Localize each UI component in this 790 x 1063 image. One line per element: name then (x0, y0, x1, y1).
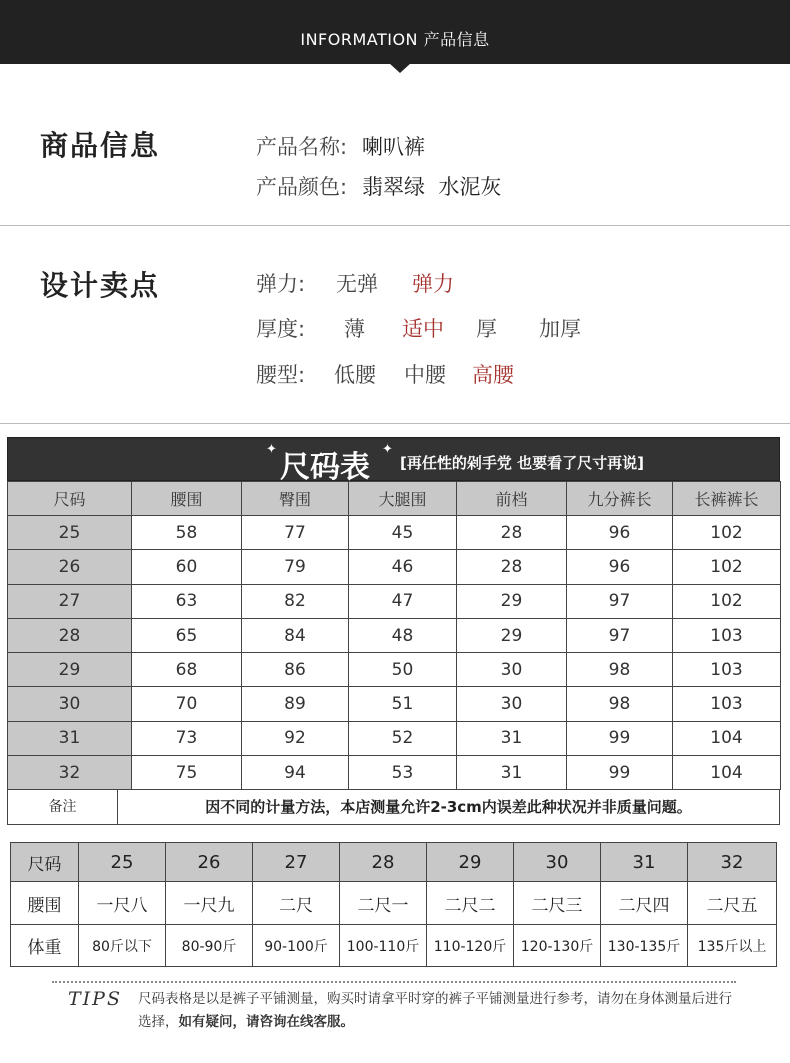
weight-table-cell: 27 (253, 843, 340, 882)
weight-table-cell: 80-90斤 (166, 925, 253, 967)
size-table-row (8, 653, 781, 687)
size-table-cell: 96 (567, 516, 673, 550)
size-table-cell: 104 (673, 756, 781, 790)
thickness-option-selected: 适中 (402, 317, 444, 341)
weight-table-cell: 二尺四 (601, 882, 688, 925)
weight-table-cell: 一尺八 (79, 882, 166, 925)
size-table-cell: 94 (242, 756, 349, 790)
weight-table-row (11, 925, 777, 967)
size-table-cell: 73 (132, 721, 242, 755)
note-text: 因不同的计量方法，本店测量允许2-3cm内误差此种状况并非质量问题。 (205, 798, 692, 817)
size-table-header-cell: 腰围 (132, 482, 242, 516)
weight-table-cell: 31 (601, 843, 688, 882)
size-table-cell: 65 (132, 618, 242, 652)
size-table-size-cell: 31 (8, 721, 132, 755)
sparkle-right-icon: ✦ (382, 442, 393, 457)
size-table-cell: 99 (567, 721, 673, 755)
size-chart-title: 尺码表 (280, 450, 370, 485)
thickness-option: 厚 (476, 317, 497, 341)
size-table-cell: 28 (457, 550, 567, 584)
weight-table-cell: 120-130斤 (514, 925, 601, 967)
elasticity-label: 弹力: (256, 272, 306, 296)
size-chart-header (7, 437, 780, 485)
weight-table-cell: 一尺九 (166, 882, 253, 925)
size-table-cell: 51 (349, 687, 457, 721)
banner-title: INFORMATION 产品信息 (300, 30, 490, 49)
size-chart-subtitle: [再任性的剁手党 也要看了尺寸再说] (400, 454, 644, 472)
tips-text-main: 尺码表格是以是裤子平铺测量，购买时请拿平时穿的裤子平铺测量进行参考，请勿在身体测量后进行选择， (138, 991, 732, 1030)
size-table-cell: 52 (349, 721, 457, 755)
weight-table-cell: 二尺二 (427, 882, 514, 925)
size-table-row (8, 756, 781, 790)
size-table-cell: 102 (673, 516, 781, 550)
size-table-size-cell: 32 (8, 756, 132, 790)
waist-label: 腰型: (256, 363, 306, 387)
tips-text-bold: 如有疑问，请咨询在线客服。 (178, 1014, 354, 1030)
size-table-cell: 98 (567, 653, 673, 687)
product-name-label: 产品名称: (256, 135, 348, 159)
size-table-size-cell: 30 (8, 687, 132, 721)
weight-table-cell: 25 (79, 843, 166, 882)
size-table (7, 481, 781, 790)
size-table-header-row (8, 482, 781, 516)
weight-table-cell: 二尺五 (688, 882, 777, 925)
weight-table-label-cell: 腰围 (11, 882, 79, 925)
divider (0, 225, 790, 226)
size-table-cell: 104 (673, 721, 781, 755)
size-table-cell: 30 (457, 653, 567, 687)
weight-table-label-cell: 体重 (11, 925, 79, 967)
size-table-cell: 68 (132, 653, 242, 687)
size-table-cell: 31 (457, 756, 567, 790)
tips-text (138, 988, 738, 1034)
weight-table-cell: 90-100斤 (253, 925, 340, 967)
waist-option-selected: 高腰 (472, 363, 514, 387)
size-table-cell: 102 (673, 550, 781, 584)
thickness-label: 厚度: (256, 317, 306, 341)
product-info-title: 商品信息 (40, 129, 161, 162)
weight-table-cell: 130-135斤 (601, 925, 688, 967)
elasticity-option: 无弹 (336, 272, 378, 296)
size-table-cell: 98 (567, 687, 673, 721)
size-table-cell: 77 (242, 516, 349, 550)
size-table-header-cell: 长裤裤长 (673, 482, 781, 516)
size-table-row (8, 721, 781, 755)
weight-table-row (11, 882, 777, 925)
waist-option: 低腰 (334, 363, 376, 387)
size-table-cell: 89 (242, 687, 349, 721)
elasticity-row (256, 268, 454, 298)
size-table-cell: 99 (567, 756, 673, 790)
product-color-value: 翡翠绿 水泥灰 (362, 175, 502, 199)
size-table-cell: 79 (242, 550, 349, 584)
size-chart (7, 437, 780, 825)
waist-option: 中腰 (404, 363, 446, 387)
size-table-cell: 45 (349, 516, 457, 550)
size-table-cell: 29 (457, 584, 567, 618)
size-table-cell: 97 (567, 584, 673, 618)
size-note (7, 790, 780, 825)
size-table-cell: 30 (457, 687, 567, 721)
weight-table-cell: 110-120斤 (427, 925, 514, 967)
size-table-cell: 63 (132, 584, 242, 618)
weight-table-row (11, 843, 777, 882)
size-table-cell: 103 (673, 618, 781, 652)
size-table-size-cell: 26 (8, 550, 132, 584)
size-table-row (8, 687, 781, 721)
size-table-size-cell: 28 (8, 618, 132, 652)
weight-table-label-cell: 尺码 (11, 843, 79, 882)
thickness-option: 加厚 (539, 317, 581, 341)
size-table-cell: 84 (242, 618, 349, 652)
weight-table-cell: 28 (340, 843, 427, 882)
waist-row (256, 359, 514, 389)
tips-mark: TIPS (68, 988, 122, 1010)
size-table-size-cell: 27 (8, 584, 132, 618)
product-color-row (256, 171, 502, 201)
size-table-cell: 102 (673, 584, 781, 618)
dotted-divider (52, 981, 736, 983)
product-color-label: 产品颜色: (256, 175, 348, 199)
banner-arrow-icon (389, 63, 411, 73)
size-table-cell: 29 (457, 618, 567, 652)
size-table-cell: 92 (242, 721, 349, 755)
sparkle-left-icon: ✦ (266, 442, 277, 457)
weight-table-cell: 26 (166, 843, 253, 882)
product-name-value: 喇叭裤 (362, 135, 425, 159)
size-table-row (8, 550, 781, 584)
size-table-cell: 58 (132, 516, 242, 550)
size-table-cell: 86 (242, 653, 349, 687)
size-table-cell: 53 (349, 756, 457, 790)
size-table-cell: 97 (567, 618, 673, 652)
size-table-cell: 47 (349, 584, 457, 618)
thickness-row (256, 313, 581, 343)
product-name-row (256, 131, 425, 161)
weight-table-cell: 29 (427, 843, 514, 882)
size-table-cell: 46 (349, 550, 457, 584)
size-table-row (8, 584, 781, 618)
weight-table-cell: 32 (688, 843, 777, 882)
weight-table-cell: 30 (514, 843, 601, 882)
size-table-size-cell: 25 (8, 516, 132, 550)
size-table-cell: 96 (567, 550, 673, 584)
size-table-cell: 103 (673, 687, 781, 721)
size-table-cell: 28 (457, 516, 567, 550)
weight-table (10, 842, 777, 967)
size-table-cell: 50 (349, 653, 457, 687)
size-table-header-cell: 前档 (457, 482, 567, 516)
size-table-cell: 75 (132, 756, 242, 790)
thickness-option: 薄 (344, 317, 365, 341)
size-table-cell: 103 (673, 653, 781, 687)
size-table-row (8, 516, 781, 550)
size-table-cell: 70 (132, 687, 242, 721)
divider (0, 423, 790, 424)
weight-table-cell: 80斤以下 (79, 925, 166, 967)
weight-table-cell: 二尺三 (514, 882, 601, 925)
selling-points-title: 设计卖点 (40, 269, 161, 302)
size-table-row (8, 618, 781, 652)
size-table-cell: 82 (242, 584, 349, 618)
weight-table-cell: 135斤以上 (688, 925, 777, 967)
size-table-cell: 48 (349, 618, 457, 652)
weight-table-cell: 100-110斤 (340, 925, 427, 967)
elasticity-option-selected: 弹力 (412, 272, 454, 296)
size-table-header-cell: 大腿围 (349, 482, 457, 516)
note-label: 备注 (8, 790, 118, 824)
size-table-header-cell: 尺码 (8, 482, 132, 516)
weight-table-cell: 二尺一 (340, 882, 427, 925)
size-table-cell: 31 (457, 721, 567, 755)
size-table-header-cell: 臀围 (242, 482, 349, 516)
size-table-cell: 60 (132, 550, 242, 584)
size-table-size-cell: 29 (8, 653, 132, 687)
weight-table-cell: 二尺 (253, 882, 340, 925)
size-table-header-cell: 九分裤长 (567, 482, 673, 516)
